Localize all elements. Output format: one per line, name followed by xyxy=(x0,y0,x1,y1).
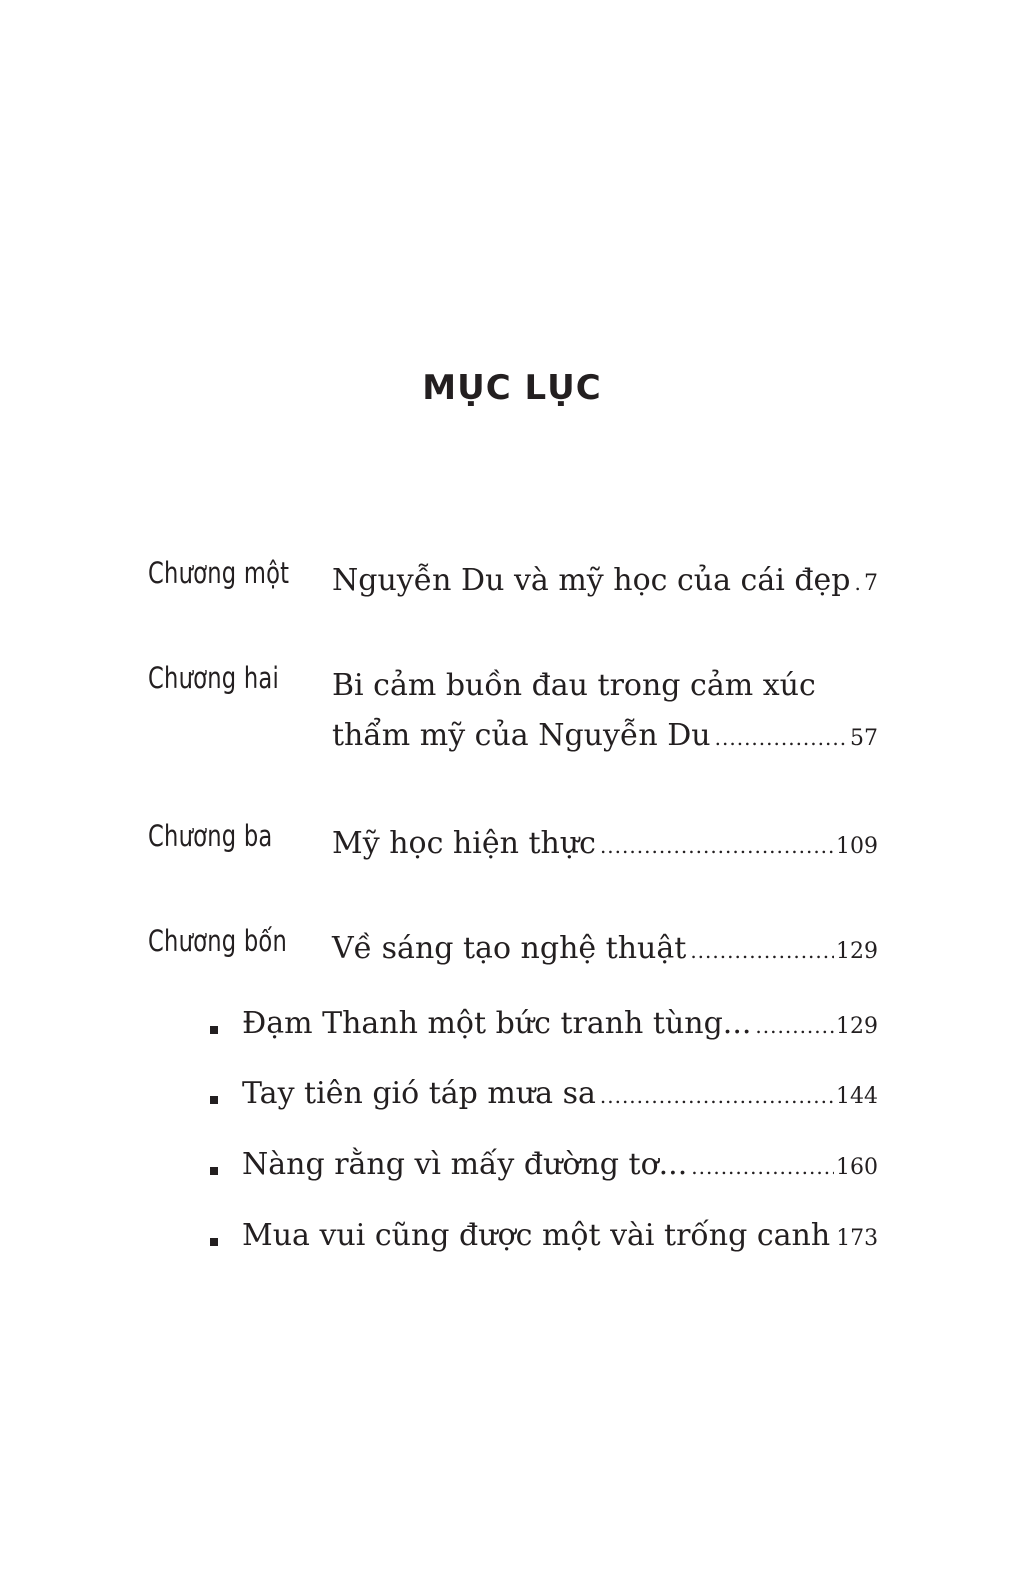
chapter-label: Chương ba xyxy=(148,819,273,853)
chapter-title: Về sáng tạo nghệ thuật xyxy=(332,931,687,966)
page-number: 173 xyxy=(836,1226,879,1251)
chapter-entry xyxy=(332,661,878,764)
subsection-title: Mua vui cũng được một vài trống canh xyxy=(242,1218,831,1253)
toc-subsection-2 xyxy=(210,1074,878,1117)
chapter-title-line xyxy=(332,924,878,977)
page-number: 129 xyxy=(836,939,878,964)
dot-leader xyxy=(691,1147,834,1187)
dot-leader xyxy=(600,821,834,871)
subsection-line xyxy=(210,1074,878,1117)
chapter-title-line xyxy=(332,556,878,609)
page-number: 160 xyxy=(836,1155,878,1180)
page-number: 7 xyxy=(864,571,878,596)
dot-leader xyxy=(600,1076,834,1116)
square-bullet-icon xyxy=(210,1096,218,1104)
dot-leader xyxy=(690,926,834,976)
chapter-entry xyxy=(332,924,878,977)
chapter-title: Nguyễn Du và mỹ học của cái đẹp xyxy=(332,563,851,598)
toc-subsection-4 xyxy=(210,1216,878,1259)
subsection-line xyxy=(210,1145,878,1188)
chapter-label: Chương bốn xyxy=(148,924,288,958)
subsection-title: Đạm Thanh một bức tranh tùng... xyxy=(242,1006,752,1041)
page-number: 109 xyxy=(836,834,878,859)
dot-leader xyxy=(855,558,863,608)
toc-subsection-1 xyxy=(210,1004,878,1047)
subsection-line xyxy=(210,1216,878,1259)
subsection-title: Nàng rằng vì mấy đường tơ... xyxy=(242,1147,688,1182)
chapter-title-line xyxy=(332,711,878,764)
chapter-title-line xyxy=(332,819,878,872)
page-title: MỤC LỤC xyxy=(422,368,602,408)
page-number: 129 xyxy=(836,1014,878,1039)
chapter-label: Chương một xyxy=(148,556,290,590)
chapter-title: Mỹ học hiện thực xyxy=(332,826,596,861)
dot-leader xyxy=(715,713,848,763)
chapter-entry xyxy=(332,556,878,609)
chapter-title: Bi cảm buồn đau trong cảm xúc xyxy=(332,668,816,703)
page-number: 144 xyxy=(836,1084,878,1109)
dot-leader xyxy=(755,1006,834,1046)
toc-subsection-3 xyxy=(210,1145,878,1188)
chapter-entry xyxy=(332,819,878,872)
square-bullet-icon xyxy=(210,1026,218,1034)
subsection-line xyxy=(210,1004,878,1047)
square-bullet-icon xyxy=(210,1167,218,1175)
subsection-title: Tay tiên gió táp mưa sa xyxy=(242,1076,596,1111)
chapter-label: Chương hai xyxy=(148,661,280,695)
square-bullet-icon xyxy=(210,1238,218,1246)
page-number: 57 xyxy=(850,726,878,751)
chapter-title-line xyxy=(332,661,878,711)
chapter-title-continued: thẩm mỹ của Nguyễn Du xyxy=(332,718,711,753)
